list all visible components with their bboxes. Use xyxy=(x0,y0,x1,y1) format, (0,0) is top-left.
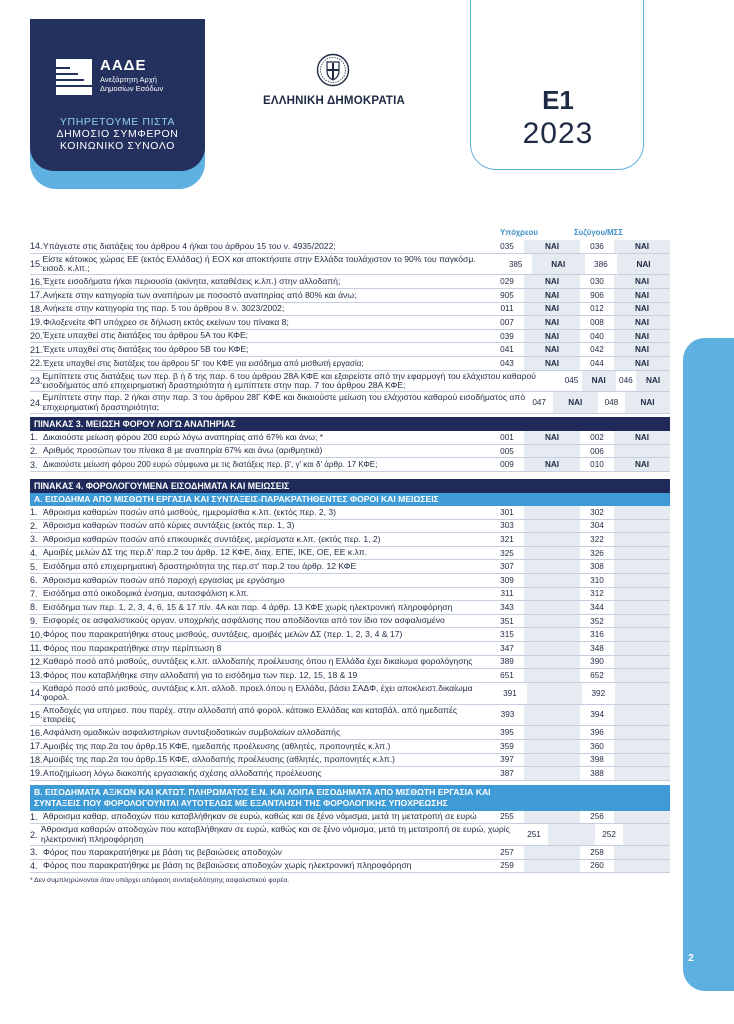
amount-field-taxpayer[interactable] xyxy=(524,705,580,726)
row-number: 9. xyxy=(30,616,38,627)
row-number: 14. xyxy=(30,241,43,252)
checkbox-spouse[interactable]: ΝΑΙ xyxy=(614,303,670,316)
table4a-row xyxy=(30,705,670,727)
col-spouse-header: Συζύγου/ΜΣΣ xyxy=(574,228,624,237)
table4-section-a-title: Α. ΕΙΣΟΔΗΜΑ ΑΠΟ ΜΙΣΘΩΤΗ ΕΡΓΑΣΙΑ ΚΑΙ ΣΥΝΤΑΞΕΙΣ-ΠΑΡΑΚΡΑΤΗΘΕΝΤΕΣ ΦΟΡΟΙ ΚΑΙ ΜΕΙΩΣΕΙΣ xyxy=(30,493,670,506)
row-description: Έχετε υπαχθεί στις διατάξεις του άρθρου 5Γ του ΚΦΕ για εισόδημα από μισθωτή εργασία; xyxy=(43,358,364,368)
code-spouse: 302 xyxy=(590,507,604,517)
code-spouse: 036 xyxy=(590,241,604,251)
code-taxpayer: 255 xyxy=(500,812,514,822)
amount-field-taxpayer[interactable] xyxy=(524,615,580,628)
column-headers xyxy=(30,228,670,240)
checkbox-taxpayer[interactable]: ΝΑΙ xyxy=(532,254,585,275)
amount-field-spouse[interactable] xyxy=(614,642,670,655)
code-spouse: 048 xyxy=(604,398,619,408)
code-spouse: 390 xyxy=(590,657,604,667)
row-description: Άθροισμα καθαρών ποσών από επικουρικές συντάξεις, μερίσματα κ.λπ. (εκτός περ. 1, 2) xyxy=(43,533,381,544)
row-description: Δικαιούστε μείωση φόρου 200 ευρώ λόγω αναπηρίας από 67% και άνω; * xyxy=(43,431,324,442)
code-spouse: 398 xyxy=(590,755,604,765)
code-spouse: 360 xyxy=(590,741,604,751)
table3-title: ΠΙΝΑΚΑΣ 3. ΜΕΙΩΣΗ ΦΟΡΟΥ ΛΟΓΩ ΑΝΑΠΗΡΙΑΣ xyxy=(30,417,670,431)
code-spouse: 652 xyxy=(590,670,604,680)
table4a-row xyxy=(30,740,670,754)
table4a-row xyxy=(30,628,670,642)
amount-field-spouse[interactable] xyxy=(614,726,670,739)
checkbox-spouse[interactable]: ΝΑΙ xyxy=(614,275,670,288)
logo-name: ΑΑΔΕ xyxy=(100,57,147,74)
row-description: Φόρος που καταβλήθηκε στην αλλοδαπή για το εισόδημα των περ. 12, 15, 18 & 19 xyxy=(43,669,358,680)
table4a-row xyxy=(30,588,670,602)
row-number: 17. xyxy=(30,290,43,301)
row-number: 20. xyxy=(30,331,43,342)
checkbox-taxpayer[interactable]: ΝΑΙ xyxy=(524,275,580,288)
side-tab xyxy=(683,338,734,991)
row-description: Υπάγεστε στις διατάξεις του άρθρου 4 ή/και του άρθρου 15 του ν. 4935/2022; xyxy=(43,240,336,251)
row-description: Αμοιβές μελών ΔΣ της περ.δ' παρ.2 του άρθρ. 12 ΚΦΕ, διαχ. ΕΠΕ, ΙΚΕ, ΟΕ, ΕΕ κ.λπ. xyxy=(43,547,368,558)
checkbox-taxpayer[interactable]: ΝΑΙ xyxy=(524,431,580,444)
checkbox-spouse[interactable]: ΝΑΙ xyxy=(614,357,670,370)
code-spouse: 256 xyxy=(590,812,604,822)
code-taxpayer: 029 xyxy=(500,277,514,287)
amount-field-taxpayer[interactable] xyxy=(524,601,580,614)
code-spouse: 388 xyxy=(590,768,604,778)
checkbox-spouse[interactable]: ΝΑΙ xyxy=(614,330,670,343)
code-taxpayer: 393 xyxy=(500,710,515,720)
row-description: Αριθμός προσώπων του πίνακα 8 με αναπηρία 67% και άνω (αριθμητικά) xyxy=(43,445,323,456)
code-spouse: 352 xyxy=(590,616,604,626)
code-taxpayer: 257 xyxy=(500,847,514,857)
code-taxpayer: 315 xyxy=(500,630,514,640)
row-number: 18. xyxy=(30,303,43,314)
code-spouse: 392 xyxy=(591,688,606,698)
amount-field-taxpayer[interactable] xyxy=(524,811,580,824)
row-description: Αμοιβές της παρ.2α του άρθρ.15 ΚΦΕ, ημεδαπής προέλευσης (αθλητές, προπονητές κ.λπ.) xyxy=(43,740,391,751)
row-description: Εισόδημα από επιχειρηματική δραστηριότητα της περ.στ' παρ.2 του άρθρ. 12 ΚΦΕ xyxy=(43,560,357,571)
code-spouse: 010 xyxy=(590,460,604,470)
row-description: Δικαιούστε μείωση φόρου 200 ευρώ σύμφωνα με τις διατάξεις περ. β', γ' και δ' άρθρ. 17 ΚΦΕ; xyxy=(43,459,378,469)
row-number: 23. xyxy=(30,375,43,386)
amount-field-taxpayer[interactable] xyxy=(524,628,580,641)
amount-field-spouse[interactable] xyxy=(623,824,670,845)
amount-field-taxpayer[interactable] xyxy=(524,533,580,546)
amount-field-taxpayer[interactable] xyxy=(524,547,580,560)
code-taxpayer: 009 xyxy=(500,460,514,470)
code-spouse: 044 xyxy=(590,358,604,368)
code-taxpayer: 325 xyxy=(500,548,514,558)
row-description: Εισόδημα των περ. 1, 2, 3, 4, 6, 15 & 17 πίν. 4Α και παρ. 4 άρθρ. 13 ΚΦΕ χωρίς ηλεκτρονική πληροφόρηση xyxy=(43,601,453,612)
amount-field-spouse[interactable] xyxy=(614,520,670,533)
table4b-row xyxy=(30,846,670,860)
checkbox-taxpayer[interactable]: ΝΑΙ xyxy=(524,316,580,329)
table4a-row xyxy=(30,560,670,574)
amount-field-spouse[interactable] xyxy=(614,846,670,859)
question-row xyxy=(30,316,670,330)
republic-title: ΕΛΛΗΝΙΚΗ ΔΗΜΟΚΡΑΤΙΑ xyxy=(262,95,406,107)
code-spouse: 012 xyxy=(590,304,604,314)
amount-field-spouse[interactable] xyxy=(614,588,670,601)
code-spouse: 394 xyxy=(590,710,605,720)
code-taxpayer: 391 xyxy=(503,688,517,698)
code-spouse: 040 xyxy=(590,331,604,341)
amount-field-taxpayer[interactable] xyxy=(524,574,580,587)
table4a-row xyxy=(30,547,670,561)
code-taxpayer: 303 xyxy=(500,521,514,531)
table4-section-a-rows xyxy=(30,506,670,781)
amount-field-spouse[interactable] xyxy=(614,860,670,873)
row-description: Φιλοξενείτε ΦΠ υπόχρεο σε δήλωση εκτός εκείνων του πίνακα 8; xyxy=(43,316,289,327)
aade-logo xyxy=(30,19,205,189)
amount-field-spouse[interactable] xyxy=(614,628,670,641)
amount-field-taxpayer[interactable] xyxy=(524,656,580,669)
row-description: Εμπίπτετε στις διατάξεις των περ. β ή δ της παρ. 6 του άρθρου 28Α ΚΦΕ και εξαιρείστε από την εφαρμογή του ελάχιστου καθαρού εισοδήματος από επιχειρηματική δραστηριότητα ή εμπίπτετε στην παρ. 7 του άρθρου 28Α ΚΦΕ; xyxy=(42,370,536,390)
table4a-row xyxy=(30,615,670,629)
checkbox-spouse[interactable] xyxy=(614,445,670,458)
footnote: * Δεν συμπληρώνονται όταν υπάρχει απόφαση συνταξιοδότησης ασφαλιστικού φορέα. xyxy=(30,877,290,885)
code-taxpayer: 301 xyxy=(500,507,514,517)
code-spouse: 312 xyxy=(590,589,604,599)
code-spouse: 386 xyxy=(594,259,608,269)
row-description: Άθροισμα καθαρών ποσών από μισθούς, ημερομίσθια κ.λπ. (εκτός περ. 2, 3) xyxy=(43,506,337,517)
row-description: Εμπίπτετε στην παρ. 2 ή/και στην παρ. 3 του άρθρου 28Γ ΚΦΕ και δικαιούστε μείωση του ελάχιστου καθαρού εισοδήματος από επιχειρηματική δραστηριότητα; xyxy=(42,392,526,412)
row-number: 8. xyxy=(30,602,38,613)
amount-field-spouse[interactable] xyxy=(614,811,670,824)
code-taxpayer: 651 xyxy=(500,670,514,680)
code-spouse: 042 xyxy=(590,345,604,355)
amount-field-taxpayer[interactable] xyxy=(524,767,580,780)
row-description: Ασφάλιση ομαδικών ασφαλιστηρίων συνταξιοδοτικών συμβολαίων αλλοδαπής xyxy=(43,726,341,737)
table3-row xyxy=(30,458,670,472)
row-number: 19. xyxy=(30,317,43,328)
table4a-row xyxy=(30,574,670,588)
row-description: Αποζημίωση λόγω διακοπής εργασιακής σχέσης αλλοδαπής προέλευσης xyxy=(43,767,322,778)
amount-field-taxpayer[interactable] xyxy=(527,683,582,704)
amount-field-spouse[interactable] xyxy=(614,754,670,767)
row-number: 1. xyxy=(30,811,38,822)
code-spouse: 326 xyxy=(590,548,604,558)
row-number: 7. xyxy=(30,588,38,599)
code-taxpayer: 011 xyxy=(500,304,514,314)
row-description: Αμοιβές της παρ.2α του άρθρ.15 ΚΦΕ, αλλοδαπής προέλευσης (αθλητές, προπονητές κ.λπ.) xyxy=(43,754,395,765)
aade-logo-mark-icon xyxy=(56,59,92,95)
question-row xyxy=(30,275,670,289)
code-spouse: 006 xyxy=(590,446,604,456)
checkbox-taxpayer[interactable]: ΝΑΙ xyxy=(524,289,580,302)
code-taxpayer: 309 xyxy=(500,575,514,585)
table4a-row xyxy=(30,642,670,656)
row-number: 1. xyxy=(30,507,38,518)
amount-field-spouse[interactable] xyxy=(614,574,670,587)
table4a-row xyxy=(30,669,670,683)
table4a-row xyxy=(30,601,670,615)
row-description: Άθροισμα καθαρών ποσών από παροχή εργασίας με εργόσημο xyxy=(43,574,285,585)
row-description: Έχετε εισοδήματα ή/και περιουσία (ακίνητα, καταθέσεις κ.λπ.) στην αλλοδαπή; xyxy=(43,276,341,286)
row-number: 11. xyxy=(30,643,42,654)
code-taxpayer: 389 xyxy=(500,657,514,667)
table3-row xyxy=(30,431,670,445)
code-taxpayer: 905 xyxy=(500,290,514,300)
row-number: 2. xyxy=(30,829,38,840)
amount-field-taxpayer[interactable] xyxy=(524,740,580,753)
table4a-row xyxy=(30,656,670,670)
checkbox-spouse[interactable]: ΝΑΙ xyxy=(614,458,670,471)
row-number: 3. xyxy=(30,459,38,470)
motto-line-3: ΚΟΙΝΩΝΙΚΟ ΣΥΝΟΛΟ xyxy=(59,140,176,152)
row-number: 16. xyxy=(30,276,43,287)
code-taxpayer: 047 xyxy=(532,398,546,408)
code-taxpayer: 321 xyxy=(500,534,514,544)
row-number: 4. xyxy=(30,860,38,871)
checkbox-taxpayer[interactable]: ΝΑΙ xyxy=(553,392,598,413)
code-taxpayer: 385 xyxy=(508,259,523,269)
table3-rows xyxy=(30,431,670,472)
amount-field-taxpayer[interactable] xyxy=(524,506,580,519)
checkbox-taxpayer[interactable]: ΝΑΙ xyxy=(582,371,616,392)
row-number: 2. xyxy=(30,446,38,457)
row-description: Άθροισμα καθαρών αποδοχών που καταβλήθηκαν σε ευρώ, καθώς και σε ξένο νόμισμα, μετά τη μετατροπή σε ευρώ, χωρίς ηλεκτρονική πληροφόρηση xyxy=(40,824,510,844)
table4b-row xyxy=(30,811,670,825)
code-spouse: 252 xyxy=(602,830,616,840)
table4a-row xyxy=(30,683,670,705)
checkbox-taxpayer[interactable]: ΝΑΙ xyxy=(524,357,580,370)
row-number: 5. xyxy=(30,561,38,572)
checkbox-taxpayer[interactable]: ΝΑΙ xyxy=(524,303,580,316)
question-row xyxy=(30,371,670,393)
code-taxpayer: 251 xyxy=(527,830,541,840)
amount-field-taxpayer[interactable] xyxy=(548,824,595,845)
row-number: 6. xyxy=(30,575,38,586)
code-taxpayer: 351 xyxy=(500,616,514,626)
checkbox-taxpayer[interactable]: ΝΑΙ xyxy=(524,458,580,471)
question-row xyxy=(30,240,670,254)
code-spouse: 258 xyxy=(590,847,604,857)
amount-field-spouse[interactable] xyxy=(614,740,670,753)
motto-line-2: ΔΗΜΟΣΙΟ ΣΥΜΦΕΡΟΝ xyxy=(56,128,179,140)
code-taxpayer: 343 xyxy=(500,602,514,612)
row-description: Αποδοχές για υπηρεσ. που παρέχ. στην αλλοδαπή από φορολ. κάτοικο Ελλάδας και καταβάλ. από ημεδαπές εταιρείες xyxy=(42,704,457,724)
amount-field-taxpayer[interactable] xyxy=(524,754,580,767)
amount-field-spouse[interactable] xyxy=(614,656,670,669)
amount-field-taxpayer[interactable] xyxy=(524,726,580,739)
amount-field-spouse[interactable] xyxy=(614,601,670,614)
checkbox-spouse[interactable]: ΝΑΙ xyxy=(614,343,670,356)
row-description: Εισφορές σε ασφαλιστικούς οργαν. υποχρ/κής ασφάλισης που αποδίδονται από τον ίδιο τον ασφαλισμένο xyxy=(43,615,445,626)
code-taxpayer: 387 xyxy=(500,768,514,778)
row-number: 3. xyxy=(30,534,38,545)
row-number: 16. xyxy=(30,727,43,738)
row-number: 15. xyxy=(30,259,43,269)
code-spouse: 310 xyxy=(590,575,604,585)
code-spouse: 046 xyxy=(619,376,633,386)
amount-field-spouse[interactable] xyxy=(614,533,670,546)
row-number: 13. xyxy=(30,670,43,681)
code-taxpayer: 041 xyxy=(500,345,514,355)
checkbox-spouse[interactable]: ΝΑΙ xyxy=(614,240,670,253)
form-content xyxy=(30,228,670,884)
row-number: 18. xyxy=(30,754,43,765)
row-number: 2. xyxy=(30,520,38,531)
code-spouse: 002 xyxy=(590,432,604,442)
row-description: Άθροισμα καθαρ. αποδοχών που καταβλήθηκαν σε ευρώ, καθώς και σε ξένο νόμισμα, μετά τη μετατροπή σε ευρώ xyxy=(43,811,477,822)
amount-field-taxpayer[interactable] xyxy=(524,860,580,873)
row-description: Είστε κάτοικος χώρας ΕΕ (εκτός Ελλάδας) ή ΕΟΧ και αποκτήσατε στην Ελλάδα τουλάχιστον το 90% του παγκόσμ. εισοδ. κ.λπ.; xyxy=(42,253,476,273)
code-taxpayer: 395 xyxy=(500,728,514,738)
row-number: 21. xyxy=(30,344,43,355)
row-number: 15. xyxy=(30,709,43,720)
checkbox-taxpayer[interactable]: ΝΑΙ xyxy=(524,330,580,343)
code-spouse: 316 xyxy=(590,630,604,640)
amount-field-spouse[interactable] xyxy=(614,547,670,560)
row-description: Φόρος που παρακρατήθηκε με βάση τις βεβαιώσεις αποδοχών χωρίς ηλεκτρονική πληροφόρηση xyxy=(43,860,412,871)
amount-field-spouse[interactable] xyxy=(614,705,670,726)
question-row xyxy=(30,330,670,344)
amount-field-taxpayer[interactable] xyxy=(524,560,580,573)
code-taxpayer: 035 xyxy=(500,241,514,251)
logo-subtitle: Ανεξάρτητη Αρχή Δημοσίων Εσόδων xyxy=(100,75,164,93)
row-description: Καθαρό ποσό από μισθούς, συντάξεις κ.λπ. αλλοδ. προελ.όπου η Ελλάδα, βάσει ΣΑΔΦ, έχει αποκλειστ.δικαίωμα φορολ. xyxy=(42,682,473,703)
code-spouse: 304 xyxy=(590,521,604,531)
table4a-row xyxy=(30,726,670,740)
checkbox-taxpayer[interactable]: ΝΑΙ xyxy=(524,343,580,356)
code-spouse: 344 xyxy=(590,602,604,612)
questions-list xyxy=(30,240,670,414)
row-number: 17. xyxy=(30,741,43,752)
row-description: Καθαρό ποσό από μισθούς, συντάξεις κ.λπ. αλλοδαπής προέλευσης όπου η Ελλάδα έχει δικαίωμα φορολόγησης xyxy=(43,656,473,667)
code-spouse: 308 xyxy=(590,562,604,572)
row-description: Φόρος που παρακρατήθηκε στην περίπτωση 8 xyxy=(43,642,222,653)
question-row xyxy=(30,289,670,303)
row-number: 4. xyxy=(30,548,38,559)
amount-field-taxpayer[interactable] xyxy=(524,669,580,682)
question-row xyxy=(30,392,670,414)
code-spouse: 008 xyxy=(590,317,604,327)
motto-line-1: ΥΠΗΡΕΤΟΥΜΕ ΠΙΣΤΑ xyxy=(59,116,176,128)
table4-section-b-title: Β. ΕΙΣΟΔΗΜΑΤΑ ΑΞ/ΚΩΝ ΚΑΙ ΚΑΤΩΤ. ΠΛΗΡΩΜΑΤΟΣ Ε.Ν. ΚΑΙ ΛΟΙΠΑ ΕΙΣΟΔΗΜΑΤΑ ΑΠΟ ΜΙΣΘΩΤΗ ΕΡΓΑΣΙΑ ΚΑΙ ΣΥΝΤΑΞΕΙΣ ΠΟΥ ΦΟΡΟΛΟΓΟΥΝΤΑΙ ΑΥΤΟΤΕΛΩΣ ΜΕ ΕΞΑΝΤΛΗΣΗ ΤΗΣ ΦΟΡΟΛΟΓΙΚΗΣ ΥΠΟΧΡΕΩΣΗΣ xyxy=(30,785,670,811)
code-taxpayer: 397 xyxy=(500,755,514,765)
question-row xyxy=(30,343,670,357)
table4b-row xyxy=(30,824,670,846)
table4a-row xyxy=(30,506,670,520)
form-badge xyxy=(470,0,644,170)
code-spouse: 030 xyxy=(590,277,604,287)
checkbox-spouse[interactable]: ΝΑΙ xyxy=(636,371,670,392)
code-spouse: 396 xyxy=(590,728,604,738)
row-description: Εισόδημα από οικοδομικά ένσημα, αυτασφάλιση κ.λπ. xyxy=(43,588,249,599)
question-row xyxy=(30,254,670,276)
code-spouse: 260 xyxy=(590,861,604,871)
code-spouse: 906 xyxy=(590,290,604,300)
row-number: 10. xyxy=(30,629,43,640)
amount-field-taxpayer[interactable] xyxy=(524,642,580,655)
table4a-row xyxy=(30,533,670,547)
amount-field-spouse[interactable] xyxy=(614,669,670,682)
row-description: Φόρος που παρακρατήθηκε στους μισθούς, συντάξεις, αμοιβές μελών ΔΣ (περ. 1, 2, 3, 4 & 17) xyxy=(43,628,403,639)
row-number: 19. xyxy=(30,768,43,779)
form-code: Ε1 xyxy=(542,85,574,115)
table4a-row xyxy=(30,767,670,781)
row-description: Ανήκετε στην κατηγορία της παρ. 5 του άρθρου 8 ν. 3023/2002; xyxy=(43,303,285,314)
code-spouse: 348 xyxy=(590,643,604,653)
code-taxpayer: 307 xyxy=(500,562,514,572)
amount-field-spouse[interactable] xyxy=(614,615,670,628)
col-taxpayer-header: Υπόχρεου xyxy=(500,228,538,237)
code-taxpayer: 259 xyxy=(500,861,514,871)
code-taxpayer: 007 xyxy=(500,317,514,327)
checkbox-spouse[interactable]: ΝΑΙ xyxy=(614,431,670,444)
amount-field-spouse[interactable] xyxy=(614,767,670,780)
code-taxpayer: 001 xyxy=(500,432,514,442)
checkbox-spouse[interactable]: ΝΑΙ xyxy=(614,289,670,302)
code-taxpayer: 045 xyxy=(564,376,579,386)
row-description: Άθροισμα καθαρών ποσών από κύριες συντάξεις (εκτός περ. 1, 3) xyxy=(43,520,295,531)
table4a-row xyxy=(30,520,670,534)
row-number: 12. xyxy=(30,656,43,667)
page-number: 2 xyxy=(688,953,694,964)
amount-field-spouse[interactable] xyxy=(614,506,670,519)
amount-field-spouse[interactable] xyxy=(614,560,670,573)
row-description: Φόρος που παρακρατήθηκε με βάση τις βεβαιώσεις αποδοχών xyxy=(43,846,282,857)
table4b-row xyxy=(30,860,670,874)
table3-row xyxy=(30,445,670,459)
checkbox-spouse[interactable]: ΝΑΙ xyxy=(614,316,670,329)
checkbox-taxpayer[interactable]: ΝΑΙ xyxy=(524,240,580,253)
row-description: Έχετε υπαχθεί στις διατάξεις του άρθρου 5Α του ΚΦΕ; xyxy=(43,330,249,341)
amount-field-taxpayer[interactable] xyxy=(524,588,580,601)
form-year: 2023 xyxy=(522,117,594,150)
amount-field-taxpayer[interactable] xyxy=(524,520,580,533)
row-number: 24. xyxy=(30,397,43,408)
row-description: Έχετε υπαχθεί στις διατάξεις του άρθρου 5Β του ΚΦΕ; xyxy=(43,343,249,354)
code-taxpayer: 347 xyxy=(500,643,514,653)
row-number: 1. xyxy=(30,432,38,443)
row-number: 22. xyxy=(30,358,43,369)
code-taxpayer: 043 xyxy=(500,358,514,368)
question-row xyxy=(30,357,670,371)
code-taxpayer: 005 xyxy=(500,446,514,456)
table4a-row xyxy=(30,754,670,768)
greek-emblem-icon xyxy=(316,53,350,87)
row-number: 14. xyxy=(30,688,43,699)
table4-section-b-rows xyxy=(30,811,670,874)
code-taxpayer: 359 xyxy=(500,741,514,751)
checkbox-spouse[interactable]: ΝΑΙ xyxy=(625,392,670,413)
code-taxpayer: 039 xyxy=(500,331,514,341)
code-taxpayer: 311 xyxy=(500,589,514,599)
checkbox-spouse[interactable]: ΝΑΙ xyxy=(617,254,670,275)
amount-field-spouse[interactable] xyxy=(615,683,670,704)
row-description: Ανήκετε στην κατηγορία των αναπήρων με ποσοστό αναπηρίας από 80% και άνω; xyxy=(43,289,357,300)
table4-title: ΠΙΝΑΚΑΣ 4. ΦΟΡΟΛΟΓΟΥΜΕΝΑ ΕΙΣΟΔΗΜΑΤΑ ΚΑΙ ΜΕΙΩΣΕΙΣ xyxy=(30,479,670,493)
checkbox-taxpayer[interactable] xyxy=(524,445,580,458)
code-spouse: 322 xyxy=(590,534,604,544)
row-number: 3. xyxy=(30,847,38,858)
amount-field-taxpayer[interactable] xyxy=(524,846,580,859)
question-row xyxy=(30,303,670,317)
